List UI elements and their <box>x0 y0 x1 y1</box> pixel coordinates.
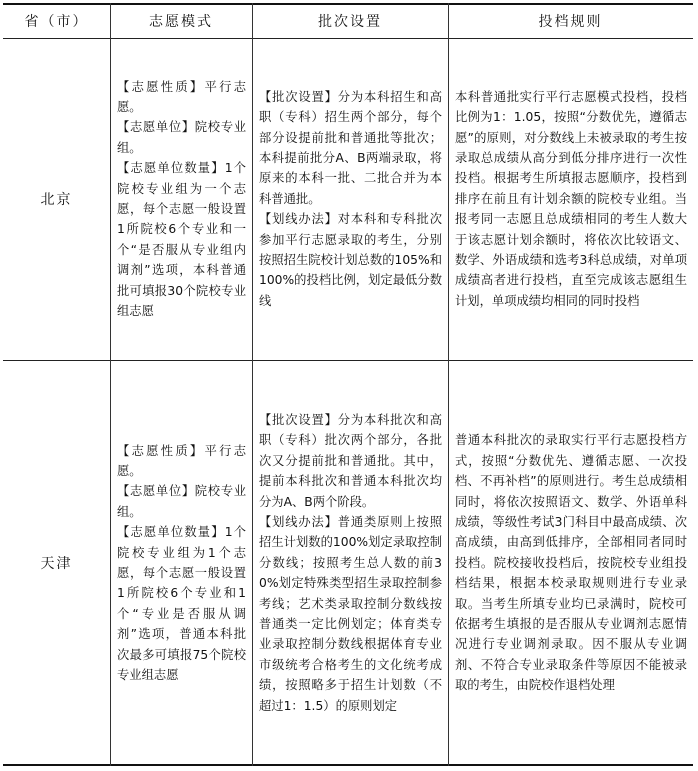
mode-cell <box>110 360 252 766</box>
rules-cell <box>448 360 693 766</box>
table-row <box>3 360 693 766</box>
batch-line-method: 【划线办法】对本科和专科批次参加平行志愿录取的考生，分别按照招生院校计划总数的105%和100%的投档比例，划定最低分数线 <box>259 212 442 308</box>
column-divider <box>448 3 449 766</box>
mode-unit-count: 【志愿单位数量】1个院校专业组为一个志愿，每个志愿一般设置1所院校6个专业和一个“是否服从专业组内调剂”选项，本科普通批可填报30个院校专业组志愿 <box>117 161 246 319</box>
table-header-row <box>3 3 693 38</box>
rules-cell <box>448 38 693 360</box>
mode-unit-count: 【志愿单位数量】1个院校专业组为1个志愿，每个志愿一般设置1所院校6个专业和1个“专业是否服从调剂”选项，普通本科批次最多可填报75个院校专业组志愿 <box>117 525 246 683</box>
header-divider <box>3 38 693 39</box>
batch-setting: 【批次设置】分为本科批次和高职（专科）批次两个部分，各批次又分提前批和普通批。其中，提前本科批次和普通本科批次均分为A、B两个阶段。 <box>259 412 442 509</box>
mode-unit: 【志愿单位】院校专业组。 <box>117 484 246 519</box>
table-top-rule <box>3 3 693 5</box>
batch-cell <box>252 360 448 766</box>
mode-nature: 【志愿性质】平行志愿。 <box>117 79 246 114</box>
mode-nature: 【志愿性质】平行志愿。 <box>117 443 246 478</box>
table-bottom-rule <box>3 764 693 766</box>
row-divider <box>3 360 693 361</box>
batch-line-method: 【划线办法】普通类原则上按照招生计划数的100%划定录取控制分数线；按照考生总人数的前30%划定特殊类型招生录取控制参考线；艺术类录取控制分数线按普通类一定比例划定；体育类专业录取控制分数线根据体育专业市级统考合格考生的文化统考成绩，按照略多于招生计划数（不超过1：1.5）的原则划定 <box>259 514 442 713</box>
header-province: 省（市） <box>24 13 89 30</box>
rules-text: 本科普通批实行平行志愿模式投档，投档比例为1：1.05，按照“分数优先，遵循志愿”的原则，对分数线上未被录取的考生按录取总成绩从高分到低分排序进行一次性投档。根据考生所填报志愿顺序，投档到排序在前且有计划余额的院校专业组。当报考同一志愿且总成绩相同的考生人数大于该志愿计划余额时，将依次比较语文、数学、外语成绩和选考3科总成绩，对单项成绩高者进行投档，直至完成该志愿组生计划，单项成绩均相同的同时投档 <box>455 89 687 308</box>
column-divider <box>252 3 253 766</box>
header-rules: 投档规则 <box>538 13 603 30</box>
header-mode: 志愿模式 <box>149 13 213 30</box>
table-row <box>3 38 693 360</box>
province-cell: 北京 <box>40 192 73 208</box>
mode-cell <box>110 38 252 360</box>
rules-text: 普通本科批次的录取实行平行志愿投档方式，按照“分数优先、遵循志愿、一次投档、不再补档”的原则进行。考生总成绩相同时，将依次按照语文、数学、外语单科成绩，等级性考试3门科目中最高成绩、次高成绩，由高到低排序，全部相同者同时投档。院校接收投档后，按院校专业组投档结果，根据本校录取规则进行专业录取。当考生所填专业均已录满时，院校可依据考生填报的是否服从专业调剂志愿情况进行专业调剂录取。因不服从专业调剂、不符合专业录取条件等原因不能被录取的考生，由院校作退档处理 <box>455 433 687 693</box>
column-divider <box>110 3 111 766</box>
batch-cell <box>252 38 448 360</box>
province-cell: 天津 <box>40 556 73 572</box>
admission-policy-table <box>3 3 693 766</box>
mode-unit: 【志愿单位】院校专业组。 <box>117 120 246 155</box>
header-batch: 批次设置 <box>318 13 382 30</box>
batch-setting: 【批次设置】分为本科招生和高职（专科）招生两个部分，每个部分设提前批和普通批等批次；本科提前批分A、B两端录取，将原来的本科一批、二批合并为本科普通批。 <box>259 89 442 206</box>
